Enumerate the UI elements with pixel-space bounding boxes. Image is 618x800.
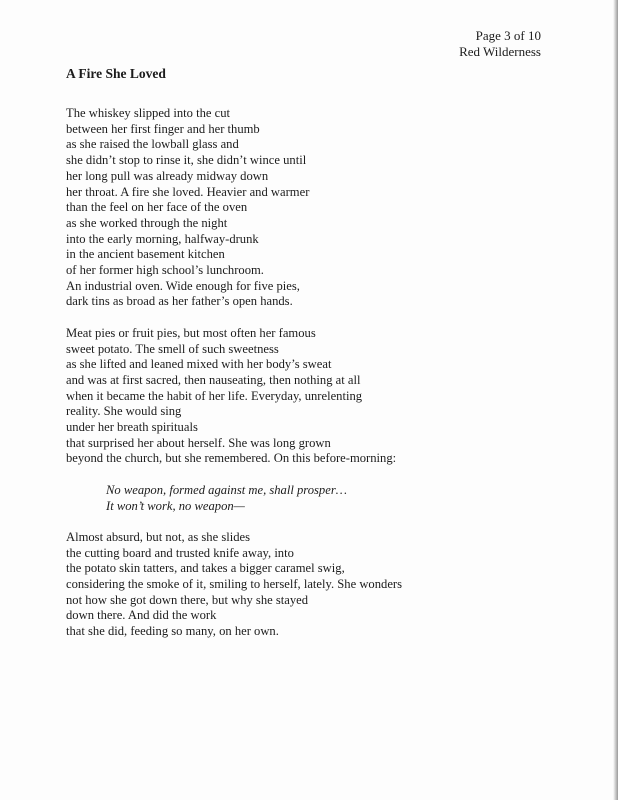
poem-line: as she lifted and leaned mixed with her body’s sweat — [66, 357, 332, 372]
quote-line: No weapon, formed against me, shall prosper… — [106, 482, 347, 497]
poem-line: the cutting board and trusted knife away, into — [66, 545, 294, 560]
stanza-1 — [66, 106, 546, 310]
poem-line: as she worked through the night — [66, 215, 228, 230]
poem-line: down there. And did the work — [66, 608, 217, 623]
poem-line: the potato skin tatters, and takes a bigger caramel swig, — [66, 561, 345, 576]
poem-line: under her breath spirituals — [66, 420, 198, 435]
poem-line: The whiskey slipped into the cut — [66, 106, 231, 120]
poem-line: her long pull was already midway down — [66, 168, 269, 183]
italic-quote — [106, 483, 546, 514]
poem-line: into the early morning, halfway-drunk — [66, 231, 259, 246]
poem-line: beyond the church, but she remembered. On this before-morning: — [66, 451, 397, 466]
page-header — [459, 28, 541, 60]
stanza-2 — [66, 326, 546, 467]
poem-line: Almost absurd, but not, as she slides — [66, 529, 250, 544]
quote-line: It won’t work, no weapon— — [106, 498, 245, 513]
poem-line: considering the smoke of it, smiling to herself, lately. She wonders — [66, 577, 403, 592]
poem-title: A Fire She Loved — [66, 66, 166, 81]
collection-title: Red Wilderness — [459, 44, 541, 59]
poem-line: and was at first sacred, then nauseating, then nothing at all — [66, 372, 361, 387]
poem-body — [66, 106, 546, 656]
poem-line: Meat pies or fruit pies, but most often her famous — [66, 325, 316, 340]
poem-line: An industrial oven. Wide enough for five pies, — [66, 278, 300, 293]
poem-line: that surprised her about herself. She was long grown — [66, 435, 331, 450]
poem-line: her throat. A fire she loved. Heavier and warmer — [66, 184, 310, 199]
poem-line: reality. She would sing — [66, 404, 182, 419]
poem-line: dark tins as broad as her father’s open hands. — [66, 294, 293, 309]
poem-line: between her first finger and her thumb — [66, 121, 260, 136]
poem-line: sweet potato. The smell of such sweetness — [66, 341, 279, 356]
poem-line: when it became the habit of her life. Everyday, unrelenting — [66, 388, 363, 403]
poem-line: she didn’t stop to rinse it, she didn’t wince until — [66, 153, 307, 168]
poem-line: as she raised the lowball glass and — [66, 137, 239, 152]
poem-line: not how she got down there, but why she stayed — [66, 592, 309, 607]
poem-line: that she did, feeding so many, on her own. — [66, 624, 279, 639]
poem-line: of her former high school’s lunchroom. — [66, 263, 264, 278]
page-number: Page 3 of 10 — [475, 28, 541, 43]
page-edge-shadow — [613, 0, 618, 800]
poem-line: than the feel on her face of the oven — [66, 200, 248, 215]
poem-line: in the ancient basement kitchen — [66, 247, 225, 262]
stanza-3 — [66, 530, 546, 640]
